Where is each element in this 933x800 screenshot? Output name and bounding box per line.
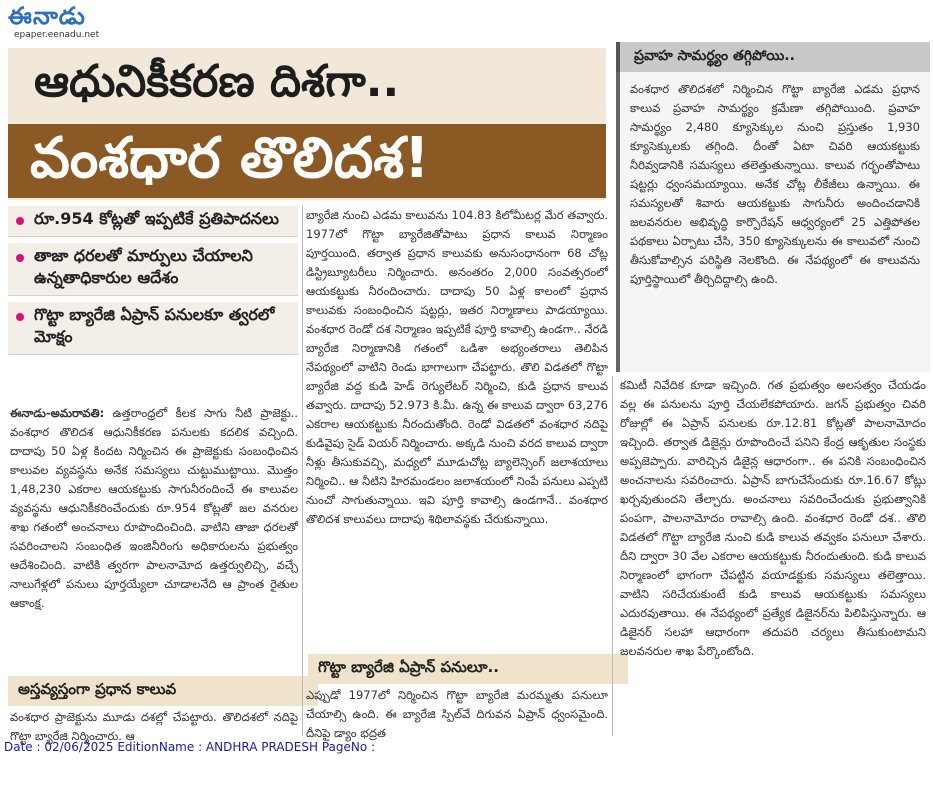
- article-column-1: [10, 404, 298, 613]
- dateline: ఈనాడు-అమరావతి:: [10, 406, 105, 420]
- sidebar-text: వంశధార తొలిదశలో నిర్మించిన గొట్టా బ్యారేజి ఎడమ ప్రధాన కాలువ ప్రవాహ సామర్థ్యం క్రమేణా తగ్గిపోయింది. ప్రవాహ సామర్థ్యం 2,480 క్యూసెక్కుల నుంచి ప్రస్తుతం 1,930 క్యూసెక్కులకు తగ్గింది. దీంతో ఏటా చివరి ఆయకట్టుకు నీరివ్వడానికి సమస్యలు తలెత్తుతున్నాయి. కాలువ గర్భంతోపాటు షట్టర్లు ధ్వంసమయ్యాయి. అనేక చోట్ల లీకేజీలు ఉన్నాయి. ఈ సమస్యలతో శివారు ఆయకట్టుకు సాగునీరు అందించడానికి జలవనరుల అభివృద్ధి కార్పొరేషన్ ఆధ్వర్యంలో 25 ఎత్తిపోతల పథకాలు ఏర్పాటు చేసి, 350 క్యూసెక్కులను ఈ కాలువలో నుంచి తీసుకోవాల్సిన పరిస్థితి నెలకొంది. ఈ నేపథ్యంలో ఈ కాలువను పూర్తిస్థాయిలో తీర్చిదిద్దాల్సి ఉంది.: [630, 82, 920, 286]
- sidebar-heading-text: ప్రవాహ సామర్థ్యం తగ్గిపోయి..: [634, 48, 795, 64]
- headline-line-2: వంశధార తొలిదశ!: [30, 126, 430, 191]
- highlight-bullets: [8, 206, 298, 361]
- article-column-1-continued: వంశధార ప్రాజెక్టును మూడు దశల్లో చేపట్టారు. తొలిదశలో నదిపై గొట్టా బ్యారేజి నిర్మించారు. ఆ: [10, 710, 298, 743]
- page-footer: Date : 02/06/2025 EditionName : ANDHRA PRADESH PageNo :: [4, 740, 376, 754]
- article-text: ఉత్తరాంధ్రలో కీలక సాగు నీటి ప్రాజెక్టు.. వంశధార తొలిదశ ఆధునికీకరణ పనులకు కదలిక వచ్చింది. దాదాపు 50 ఏళ్ల కిందట నిర్మించిన ఈ ప్రాజెక్టుకు సంబంధించిన కాలువల వ్యవస్థను అనేక సమస్యలు చుట్టుముట్టాయి. మొత్తం 1,48,230 ఎకరాల ఆయకట్టుకు సాగునీరందించే ఈ కాలువల వ్యవస్థను ఆధునికీకరించేందుకు రూ.954 కోట్లతో జల వనరుల శాఖ గతంలో అంచనాలు రూపొందించింది. వాటిని తాజా ధరలతో సవరించాలని సంబంధిత ఇంజినీరింగు అధికారులను ప్రభుత్వం ఆదేశించింది. వాటికి త్వరగా పాలనామోద ఉత్తర్వులిచ్చి, వచ్చే నాలుగేళ్లలో పనులు పూర్తయ్యేలా చూడాలనేది ఆ ప్రాంత రైతుల ఆకాంక్ష.: [10, 406, 298, 610]
- article-column-3: కమిటీ నివేదిక కూడా ఇచ్చింది. గత ప్రభుత్వం అలసత్వం చేయడం వల్ల ఈ పనులను పూర్తి చేయలేకపోయారు. జగన్ ప్రభుత్వం చివరి రోజుల్లో ఈ ఏప్రాన్ పనులకు రూ.12.81 కోట్లతో పాలనామోదం ఇచ్చింది. తర్వాత డిజైన్లు రూపొందించే పనిని కేంద్ర ఆకృతుల సంస్థకు అప్పజెప్పారు. వారిచ్చిన డిజైన్ల ఆధారంగా.. ఈ పనికి సంబంధించిన అంచనాలను సవరించారు. ఏప్రాన్ బాగుచేసేందుకు రూ.16.67 కోట్లు ఖర్చవుతుందని తేల్చారు. అంచనాలు సవరించేందుకు ప్రభుత్వానికి పంపగా, పాలనామోదం రావాల్సి ఉంది. వంశధార రెండో దశ.. తొలి విడతలో గొట్టా బ్యారేజి నుంచి కుడి కాలువ తవ్వకం పనులూ చేశారు. దీని ద్వారా 30 వేల ఎకరాల ఆయకట్టుకు నీరందుతుంది. కుడి కాలువ నిర్మాణంలో భాగంగా చేపట్టిన వయాడక్టుకు సమస్యలు తలెత్తాయి. వాటిని సరిచేయకుంటే కుడి కాలువ ఆయకట్టుకు సమస్యలు ఎదురవుతాయి. ఈ నేపథ్యంలో ప్రత్యేక డిజైనర్‌ను పిలిపిస్తున్నారు. ఆ డిజైనర్ సలహా ఆధారంగా తదుపరి చర్యలు తీసుకుంటామని జలవనరుల శాఖ పేర్కొంటోంది.: [620, 378, 926, 658]
- bullet-text: గొట్టా బ్యారేజి ఏప్రాన్ పనులకూ త్వరలో మోక్షం: [34, 305, 275, 346]
- bullet-dot-icon: [16, 313, 24, 321]
- subheading-main-canal: అస్తవ్యస్తంగా ప్రధాన కాలువ: [8, 676, 318, 706]
- headline-line-1: ఆధునికీకరణ దిశగా..: [34, 56, 400, 107]
- masthead-url: epaper.eenadu.net: [14, 30, 100, 40]
- sidebar-heading: [616, 42, 930, 72]
- bullet-item: [8, 302, 298, 355]
- column-divider: [302, 206, 303, 736]
- bullet-item: [8, 206, 298, 237]
- article-column-2-continued: ఎప్పుడో 1977లో నిర్మించిన గొట్టా బ్యారేజి మరమ్మతు పనులూ చేయాల్సి ఉంది. ఈ బ్యారేజి స్పిల్‌వే దిగువన ఏప్రాన్ ధ్వంసమైంది. దీనిపై డ్యాం భద్రత: [306, 688, 608, 740]
- subheading-apron-works: గొట్టా బ్యారేజి ఏప్రాన్ పనులూ..: [308, 654, 628, 684]
- bullet-text: రూ.954 కోట్లతో ఇప్పటికే ప్రతిపాదనలు: [34, 209, 279, 228]
- column-divider: [612, 376, 613, 736]
- bullet-text: తాజా ధరలతో మార్పులు చేయాలని ఉన్నతాధికారుల ఆదేశం: [34, 246, 253, 287]
- newspaper-logo: ఈనాడు: [8, 2, 86, 30]
- bullet-dot-icon: [16, 254, 24, 262]
- bullet-dot-icon: [16, 217, 24, 225]
- bullet-item: [8, 243, 298, 296]
- article-column-2: బ్యారేజి నుంచి ఎడమ కాలువను 104.83 కిలోమీటర్ల మేర తవ్వారు. 1977లో గొట్టా బ్యారేజితోపాటు ప్రధాన కాలువ నిర్మాణం పూర్తయింది. తర్వాత ప్రధాన కాలువకు అనుసంధానంగా 68 చోట్ల డిస్ట్రిబ్యూటరీలు నిర్మించారు. అనంతరం 2,000 సంవత్సరంలో ఆయకట్టుకు నీరందించారు. దాదాపు 50 ఏళ్ల కాలంలో ప్రధాన కాలువకు సంబంధించిన షట్టర్లు, ఇతర నిర్మాణాలు పాడయ్యాయి. వంశధార రెండో దశ నిర్మాణం ఇప్పటికే పూర్తి కావాల్సి ఉండగా.. నేరడి బ్యారేజి నిర్మాణానికి గతంలో ఒడిశా అభ్యంతరాలు తెలిపిన నేపథ్యంలో వాటిని రెండు భాగాలుగా చేపట్టారు. తొలి విడతలో గొట్టా బ్యారేజి వద్ద కుడి హెడ్ రెగ్యులేటర్ నిర్మించి, కుడి ప్రధాన కాలువ తవ్వారు. దాదాపు 52.973 కి.మీ. ఉన్న ఈ కాలువ ద్వారా 63,276 ఎకరాల ఆయకట్టుకు నీరందుతోంది. రెండో విడతలో వంశధార నదిపై కుడివైపు సైడ్ వియర్ నిర్మించారు. అక్కడి నుంచి వరద కాలువ ద్వారా నీళ్లు తీసుకువచ్చి, మధ్యలో మూడుచోట్ల బ్యాలెన్సింగ్ జలాశయాలు నిర్మించి.. ఆ నీటిని హిరమండలం జలాశయంలో నింపే పనులు ఎప్పటి నుంచో సాగుతున్నాయి. ఇవి పూర్తి కావాల్సి ఉండగానే.. వంశధార తొలిదశ కాలువలు దాదాపు శిథిలావస్థకు చేరుకున్నాయి.: [306, 208, 608, 526]
